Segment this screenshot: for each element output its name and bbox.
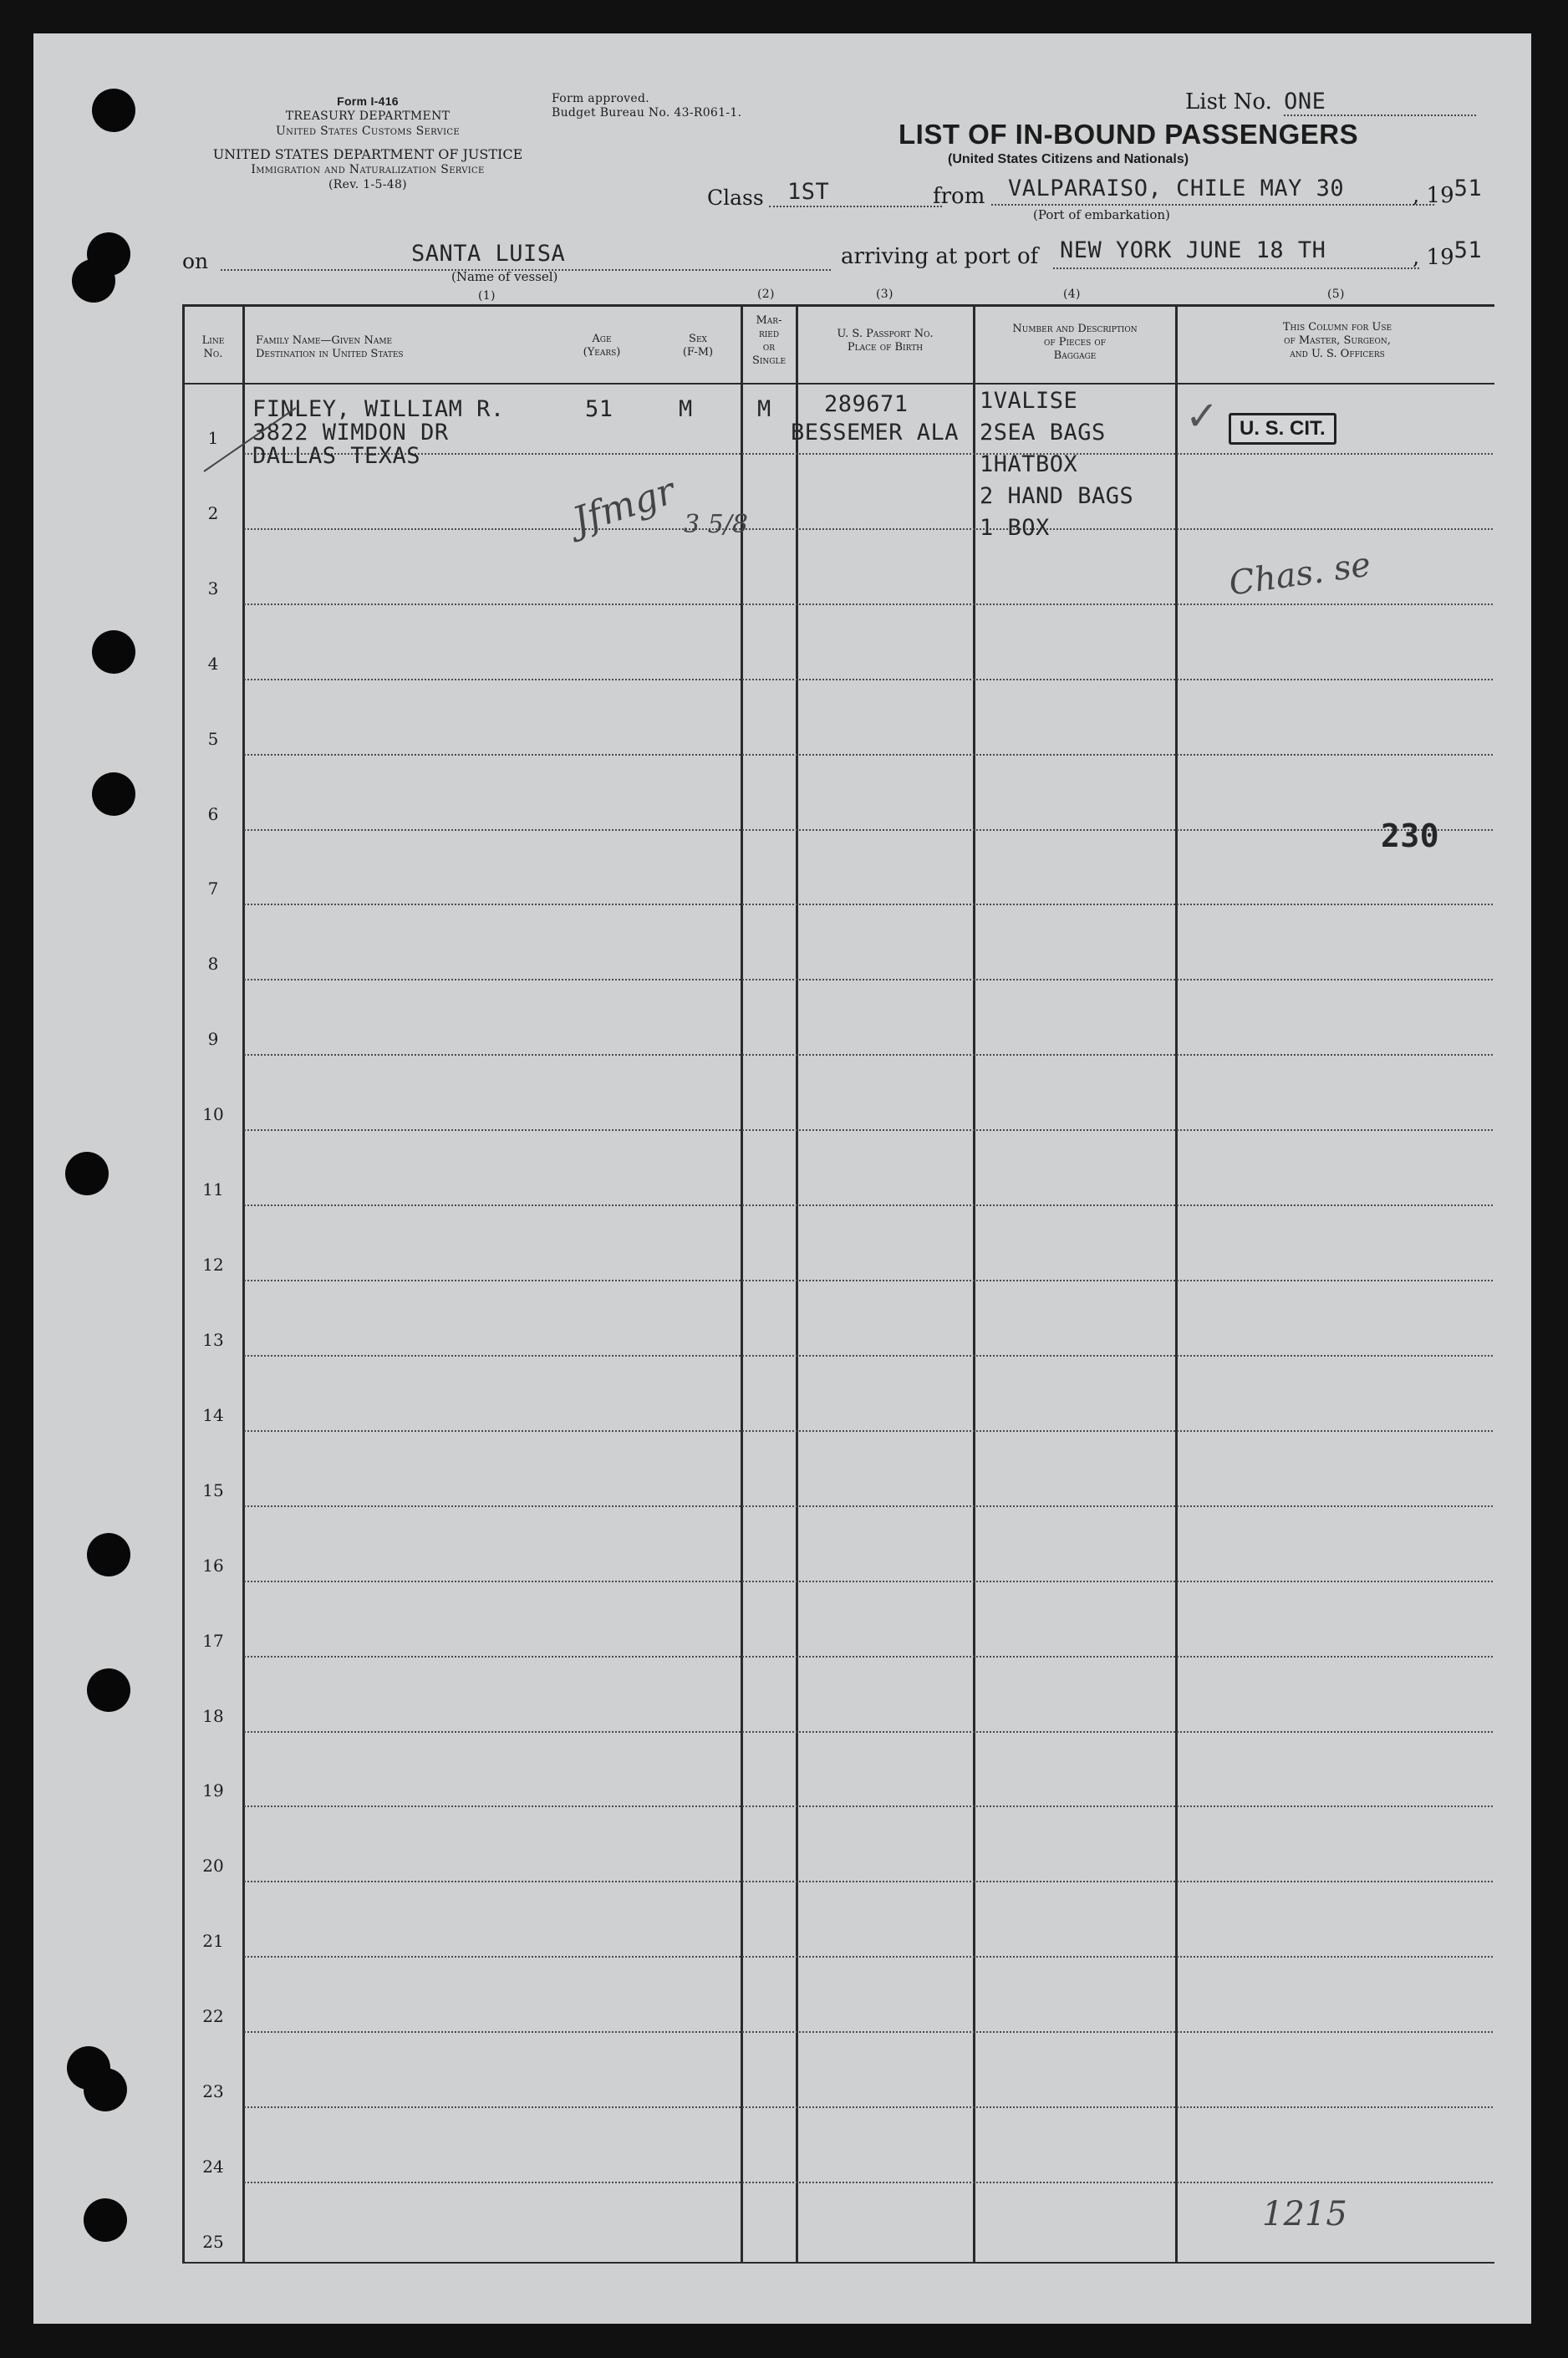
year-2-value: 51 — [1453, 237, 1483, 263]
us-citizen-stamp: U. S. CIT. — [1229, 413, 1336, 445]
col-header-text: of Pieces of — [1043, 336, 1106, 349]
col-divider — [973, 304, 975, 2264]
row-number: 15 — [202, 1479, 224, 1500]
row-rule — [244, 2182, 1493, 2183]
row-rule — [244, 1805, 1493, 1807]
binder-hole — [65, 1152, 109, 1195]
row-number: 24 — [202, 2157, 224, 2177]
passenger-address-1: 3822 WIMDON DR — [252, 420, 449, 446]
col-header-text: Family Name—Given Name — [256, 334, 393, 347]
row-number: 3 — [207, 578, 219, 598]
baggage-item: 2SEA BAGS — [980, 420, 1106, 446]
row-rule — [244, 1656, 1493, 1658]
form-subtitle: (United States Citizens and Nationals) — [948, 152, 1189, 166]
col-header-text: (F-M) — [682, 346, 714, 359]
col-header-text: (Years) — [583, 346, 621, 359]
row-number: 11 — [202, 1179, 224, 1200]
row-rule — [244, 904, 1493, 905]
row-number: 17 — [202, 1630, 224, 1651]
ins-title: Immigration and Naturalization Service — [251, 163, 485, 176]
list-no-value: ONE — [1284, 89, 1476, 116]
row-rule — [244, 1280, 1493, 1281]
year-1 — [1413, 176, 1483, 208]
baggage-item: 1 BOX — [980, 515, 1050, 541]
row-number: 10 — [202, 1104, 224, 1125]
handwritten-bottom: 1215 — [1262, 2195, 1347, 2233]
year-2-prefix: , 19 — [1413, 245, 1454, 270]
list-number — [1185, 89, 1476, 116]
class-label: Class — [707, 186, 764, 210]
col-num-2: (2) — [757, 288, 775, 301]
row-number: 9 — [207, 1029, 219, 1050]
col-header-text: of Master, Surgeon, — [1284, 334, 1391, 347]
passenger-address-2: DALLAS TEXAS — [252, 443, 421, 469]
row-number: 18 — [202, 1705, 224, 1726]
row-rule — [244, 1430, 1493, 1432]
row-number: 16 — [202, 1555, 224, 1576]
row-rule — [244, 1505, 1493, 1507]
col-header-passport — [799, 328, 971, 354]
handwritten-note: Chas. se — [1226, 545, 1373, 604]
col-num-4: (4) — [1063, 288, 1081, 301]
row-number: 1 — [207, 427, 219, 448]
row-rule — [244, 1581, 1493, 1582]
header-approval — [552, 92, 741, 120]
binder-hole — [72, 259, 115, 303]
row-rule — [244, 1881, 1493, 1882]
row-rule — [244, 1054, 1493, 1056]
passenger-age: 51 — [585, 396, 613, 422]
arrival-port: NEW YORK JUNE 18 TH — [1053, 237, 1419, 269]
col-num-1: (1) — [478, 289, 496, 303]
row-rule — [244, 528, 1493, 530]
row-number: 2 — [207, 502, 219, 523]
department: TREASURY DEPARTMENT — [285, 109, 451, 123]
baggage-list — [980, 388, 1133, 547]
on-label: on — [182, 249, 209, 273]
col-header-text: Sex — [689, 333, 707, 345]
col-header-text: Baggage — [1053, 349, 1097, 362]
col-header-line-no — [186, 334, 241, 361]
budget-bureau: Budget Bureau No. 43-R061-1. — [552, 106, 742, 120]
baggage-item: 2 HAND BAGS — [980, 483, 1134, 509]
customs-service: United States Customs Service — [276, 125, 460, 138]
col-divider — [796, 304, 798, 2264]
row-rule — [244, 979, 1493, 980]
handwritten-signature: Jfmgr — [568, 469, 680, 543]
birthplace: BESSEMER ALA — [791, 420, 960, 446]
binder-hole — [92, 630, 135, 674]
col-header-text: Age — [592, 333, 612, 345]
arriving-label: arriving at port of — [841, 244, 1039, 269]
col-header-text: This Column for Use — [1282, 321, 1392, 334]
form-approved: Form approved. — [552, 92, 649, 105]
col-header-text: Single — [751, 354, 787, 367]
row-number: 5 — [207, 728, 219, 749]
row-number: 13 — [202, 1329, 224, 1350]
col-header-text: No. — [203, 348, 223, 360]
col-num-5: (5) — [1327, 288, 1345, 301]
row-number: 8 — [207, 954, 219, 975]
row-rule — [244, 1129, 1493, 1131]
row-number: 7 — [207, 879, 219, 899]
table-bottom-border — [182, 2262, 1494, 2264]
manifest-sheet — [33, 33, 1531, 2324]
form-title: LIST OF IN-BOUND PASSENGERS — [899, 119, 1359, 150]
pen-mark — [201, 401, 301, 476]
year-1-prefix: , 19 — [1413, 183, 1454, 208]
row-number: 12 — [202, 1255, 224, 1276]
vessel-name: SANTA LUISA — [221, 241, 831, 271]
col-header-married — [744, 314, 794, 368]
revision: (Rev. 1-5-48) — [328, 178, 407, 191]
row-rule — [244, 2106, 1493, 2108]
passenger-name: FINLEY, WILLIAM R. — [252, 396, 505, 422]
col-divider — [1175, 304, 1178, 2264]
handwritten-number: 3 5/8 — [684, 510, 748, 539]
row-rule — [244, 754, 1493, 756]
row-number: 19 — [202, 1780, 224, 1801]
stamped-number: 230 — [1381, 817, 1440, 854]
col-header-name — [256, 334, 404, 361]
row-number: 4 — [207, 653, 219, 674]
class-value: 1ST — [769, 179, 942, 207]
row-rule — [244, 1956, 1493, 1958]
col-num-3: (3) — [876, 288, 893, 301]
col-header-text: ried — [758, 328, 780, 340]
year-1-value: 51 — [1453, 176, 1483, 201]
row-rule — [244, 1731, 1493, 1733]
row-rule — [244, 1355, 1493, 1357]
row-number: 20 — [202, 1856, 224, 1877]
table-top-border — [182, 304, 1494, 307]
passenger-married: M — [757, 396, 771, 422]
table-left-border — [182, 304, 185, 2264]
binder-hole — [84, 2198, 127, 2242]
form-number: Form I-416 — [337, 94, 399, 108]
row-rule — [244, 604, 1493, 605]
col-header-text: U. S. Passport No. — [837, 328, 934, 340]
passenger-sex: M — [679, 396, 693, 422]
col-header-text: Mar- — [756, 314, 782, 327]
binder-hole — [92, 772, 135, 816]
row-number: 23 — [202, 2081, 224, 2102]
col-header-text: Line — [201, 334, 225, 347]
col-header-text: Place of Birth — [847, 341, 924, 354]
list-no-label: List No. — [1185, 89, 1272, 115]
baggage-item: 1VALISE — [980, 388, 1078, 414]
passport-number: 289671 — [824, 391, 909, 417]
from-label: from — [933, 184, 985, 209]
header-rule — [182, 383, 1494, 385]
binder-hole — [87, 1668, 130, 1712]
row-rule — [244, 829, 1493, 831]
binder-hole — [87, 1533, 130, 1576]
header-doj — [176, 147, 560, 192]
binder-hole — [92, 89, 135, 132]
col-header-text: and U. S. Officers — [1290, 348, 1385, 360]
header-left — [176, 94, 560, 139]
col-header-text: Destination in United States — [256, 348, 404, 360]
row-number: 25 — [202, 2232, 224, 2252]
row-number: 14 — [202, 1404, 224, 1425]
col-header-text: Number and Description — [1012, 323, 1138, 335]
row-number: 6 — [207, 803, 219, 824]
col-header-text: or — [762, 341, 776, 354]
checkmark: ✓ — [1185, 393, 1219, 440]
col-header-sex — [669, 333, 727, 359]
col-header-officers — [1179, 321, 1496, 361]
binder-hole — [84, 2068, 127, 2111]
vessel-caption: (Name of vessel) — [451, 269, 558, 284]
row-rule — [244, 453, 1493, 455]
row-rule — [244, 679, 1493, 680]
col-header-age — [568, 333, 635, 359]
row-number: 21 — [202, 1931, 224, 1952]
row-number: 22 — [202, 2006, 224, 2027]
doj-title: UNITED STATES DEPARTMENT OF JUSTICE — [212, 146, 523, 162]
row-rule — [244, 1204, 1493, 1206]
col-divider — [741, 304, 743, 2264]
baggage-item: 1HATBOX — [980, 451, 1078, 477]
col-divider — [242, 304, 245, 2264]
port-embarkation-caption: (Port of embarkation) — [1033, 207, 1170, 222]
col-header-baggage — [976, 323, 1173, 363]
year-2 — [1413, 237, 1483, 270]
row-rule — [244, 2031, 1493, 2033]
from-value: VALPARAISO, CHILE MAY 30 — [991, 176, 1434, 206]
